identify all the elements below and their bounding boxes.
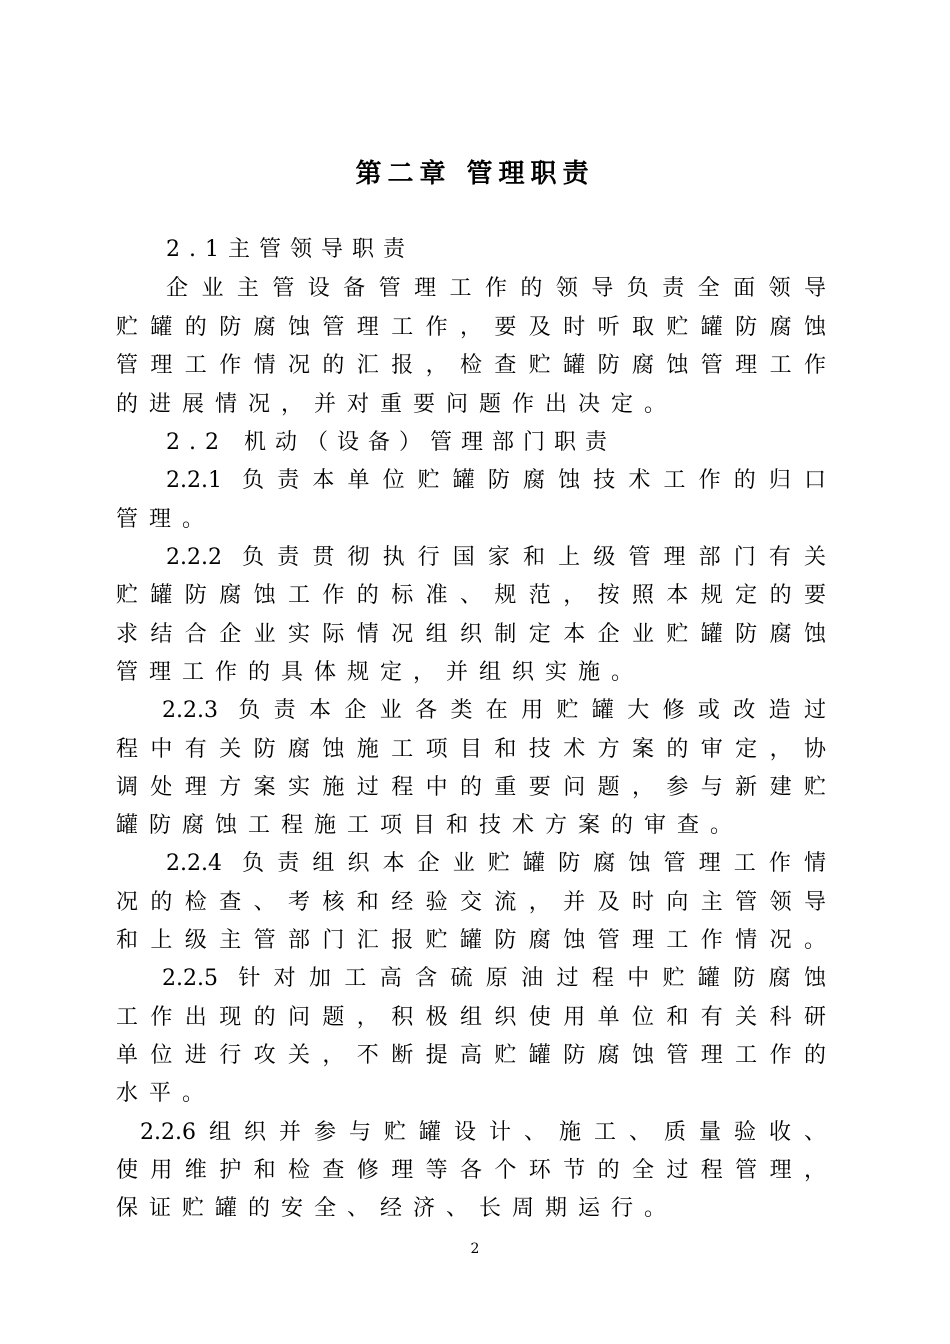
paragraph-line: 2.2.6组织并参与贮罐设计、施工、质量验收、 <box>140 1120 826 1145</box>
page-number: 2 <box>470 1241 480 1257</box>
paragraph-line: 2.2.5 针对加工高含硫原油过程中贮罐防腐蚀 <box>162 966 826 991</box>
paragraph-line: 水平。 <box>116 1081 216 1106</box>
paragraph-line: 贮罐的防腐蚀管理工作，要及时听取贮罐防腐蚀 <box>116 315 826 340</box>
section-heading-2-2: 2.2 机动（设备）管理部门职责 <box>166 430 616 455</box>
paragraph-line: 求结合企业实际情况组织制定本企业贮罐防腐蚀 <box>116 622 826 647</box>
section-heading-2-1: 2.1主管领导职责 <box>166 237 414 262</box>
paragraph-line: 使用维护和检查修理等各个环节的全过程管理， <box>116 1158 826 1183</box>
paragraph-line: 贮罐防腐蚀工作的标准、规范，按照本规定的要 <box>116 583 826 608</box>
paragraph-line: 2.2.2 负责贯彻执行国家和上级管理部门有关 <box>166 545 826 570</box>
paragraph-line: 管理工作情况的汇报，检查贮罐防腐蚀管理工作 <box>116 353 826 378</box>
paragraph-line: 管理。 <box>116 507 216 532</box>
paragraph-line: 调处理方案实施过程中的重要问题，参与新建贮 <box>116 775 826 800</box>
paragraph-line: 的进展情况，并对重要问题作出决定。 <box>116 392 678 417</box>
paragraph-line: 工作出现的问题，积极组织使用单位和有关科研 <box>116 1005 826 1030</box>
paragraph-line: 和上级主管部门汇报贮罐防腐蚀管理工作情况。 <box>116 928 826 953</box>
paragraph-line: 管理工作的具体规定，并组织实施。 <box>116 660 645 685</box>
paragraph-line: 企业主管设备管理工作的领导负责全面领导 <box>166 276 826 301</box>
paragraph-line: 况的检查、考核和经验交流，并及时向主管领导 <box>116 890 826 915</box>
paragraph-line: 程中有关防腐蚀施工项目和技术方案的审定，协 <box>116 737 826 762</box>
paragraph-line: 单位进行攻关，不断提高贮罐防腐蚀管理工作的 <box>116 1043 826 1068</box>
paragraph-line: 2.2.3 负责本企业各类在用贮罐大修或改造过 <box>162 698 826 723</box>
paragraph-line: 2.2.4 负责组织本企业贮罐防腐蚀管理工作情 <box>166 851 826 876</box>
chapter-title: 第二章 管理职责 <box>355 159 595 189</box>
paragraph-line: 2.2.1 负责本单位贮罐防腐蚀技术工作的归口 <box>166 468 826 493</box>
paragraph-line: 保证贮罐的安全、经济、长周期运行。 <box>116 1196 678 1221</box>
paragraph-line: 罐防腐蚀工程施工项目和技术方案的审查。 <box>116 813 744 838</box>
